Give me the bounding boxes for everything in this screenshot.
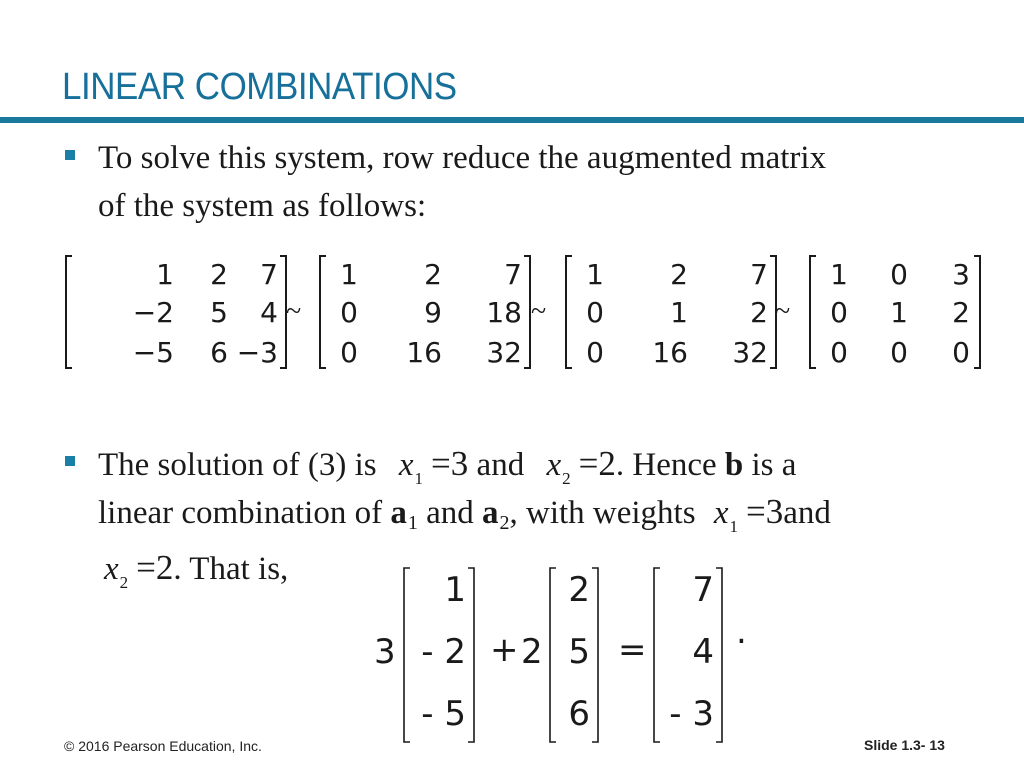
matrix-entry: 16 <box>406 336 442 369</box>
bullet-marker <box>65 456 75 466</box>
vector-entry: 5 <box>568 632 590 672</box>
bullet-marker <box>65 150 75 160</box>
matrix-entry: 0 <box>890 336 908 369</box>
math-x1-eq-3: $x_1 =3$ <box>713 492 784 536</box>
solution-text: The solution of (3) is <box>98 447 377 483</box>
matrix-entry: 0 <box>340 296 358 329</box>
matrix-entry: 32 <box>732 336 768 369</box>
augmented-matrix-3 <box>564 254 768 370</box>
vector-a2: a2 <box>481 495 510 534</box>
footer-copyright: © 2016 Pearson Education, Inc. <box>64 738 262 754</box>
footer-slide-number: Slide 1.3- 13 <box>864 737 945 753</box>
matrix-entry: 1 <box>156 258 174 291</box>
vector-entry: 2 <box>568 570 590 610</box>
matrix-entry: −2 <box>132 296 174 329</box>
vector-entry: 4 <box>692 632 714 672</box>
matrix-entry: 2 <box>210 258 228 291</box>
matrix-entry: 16 <box>652 336 688 369</box>
row-equivalence-tilde: ~ <box>775 296 791 327</box>
matrix-entry: −3 <box>236 336 278 369</box>
vector-a1: a1 <box>390 495 418 534</box>
matrix-entry: 2 <box>750 296 768 329</box>
matrix-entry: 0 <box>830 296 848 329</box>
matrix-entry: 5 <box>210 296 228 329</box>
matrix-entry: 0 <box>586 296 604 329</box>
bullet2-line1 <box>98 444 797 488</box>
matrix-entry: 1 <box>340 258 358 291</box>
vector-entry: 7 <box>692 570 714 610</box>
is-a-text: is a <box>751 447 797 483</box>
matrix-entry: −5 <box>132 336 174 369</box>
matrix-entry: 4 <box>260 296 278 329</box>
vector-entry: - 5 <box>421 694 466 734</box>
math-x1-eq-3: $x_1 =3$ <box>398 444 469 488</box>
augmented-matrix-4 <box>808 254 972 370</box>
math-x2-eq-2: $x_2 =2$ <box>104 548 174 592</box>
bullet2-line2 <box>98 492 831 536</box>
matrix-entry: 1 <box>670 296 688 329</box>
right-bracket <box>524 256 530 368</box>
matrix-entry: 2 <box>670 258 688 291</box>
bullet1-line2: of the system as follows: <box>98 188 427 224</box>
matrix-entry: 32 <box>486 336 522 369</box>
matrix-entry: 2 <box>424 258 442 291</box>
coefficient-3: 3 <box>374 632 396 672</box>
weights-text: , with weights <box>509 495 696 531</box>
coefficient-2: 2 <box>521 632 543 672</box>
matrix-entry: 0 <box>586 336 604 369</box>
vector-entry: - 3 <box>669 694 714 734</box>
matrix-entry: 7 <box>260 258 278 291</box>
and-text: and <box>426 495 474 531</box>
that-is-text: . That is, <box>173 551 289 587</box>
title-rule <box>0 117 1024 123</box>
matrix-entry: 0 <box>890 258 908 291</box>
matrix-entry: 0 <box>952 336 970 369</box>
vector-b: b <box>724 447 744 483</box>
left-bracket <box>566 256 572 368</box>
bullet2-line3 <box>104 548 289 592</box>
left-bracket <box>66 256 72 368</box>
right-bracket <box>974 256 980 368</box>
equals-sign: = <box>618 630 647 670</box>
matrix-entry: 7 <box>504 258 522 291</box>
left-bracket <box>810 256 816 368</box>
row-equivalence-tilde: ~ <box>531 296 547 327</box>
row-equivalence-tilde: ~ <box>286 296 302 327</box>
matrix-entry: 18 <box>486 296 522 329</box>
matrix-entry: 1 <box>586 258 604 291</box>
matrix-entry: 2 <box>952 296 970 329</box>
math-x2-eq-2: $x_2 =2$ <box>546 444 616 488</box>
matrix-entry: 1 <box>890 296 908 329</box>
plus-sign: + <box>490 630 519 670</box>
vector-entry: - 2 <box>421 632 466 672</box>
matrix-entry: 0 <box>340 336 358 369</box>
vector-entry: 1 <box>444 570 466 610</box>
slide-title: LINEAR COMBINATIONS <box>62 66 457 108</box>
augmented-matrix-2 <box>318 254 522 370</box>
trailing-period: . <box>736 612 747 652</box>
bullet1-line1: To solve this system, row reduce the augmented matrix <box>98 140 827 176</box>
matrix-entry: 1 <box>830 258 848 291</box>
matrix-entry: 7 <box>750 258 768 291</box>
vector-entry: 6 <box>568 694 590 734</box>
matrix-entry: 6 <box>210 336 228 369</box>
lc-text: linear combination of <box>98 495 383 531</box>
augmented-matrix-1 <box>64 254 278 370</box>
matrix-entry: 3 <box>952 258 970 291</box>
hence-text: . Hence <box>615 447 717 483</box>
left-bracket <box>320 256 326 368</box>
and-text: and <box>783 495 831 531</box>
and-text: and <box>476 447 525 483</box>
matrix-entry: 0 <box>830 336 848 369</box>
matrix-entry: 9 <box>424 296 442 329</box>
